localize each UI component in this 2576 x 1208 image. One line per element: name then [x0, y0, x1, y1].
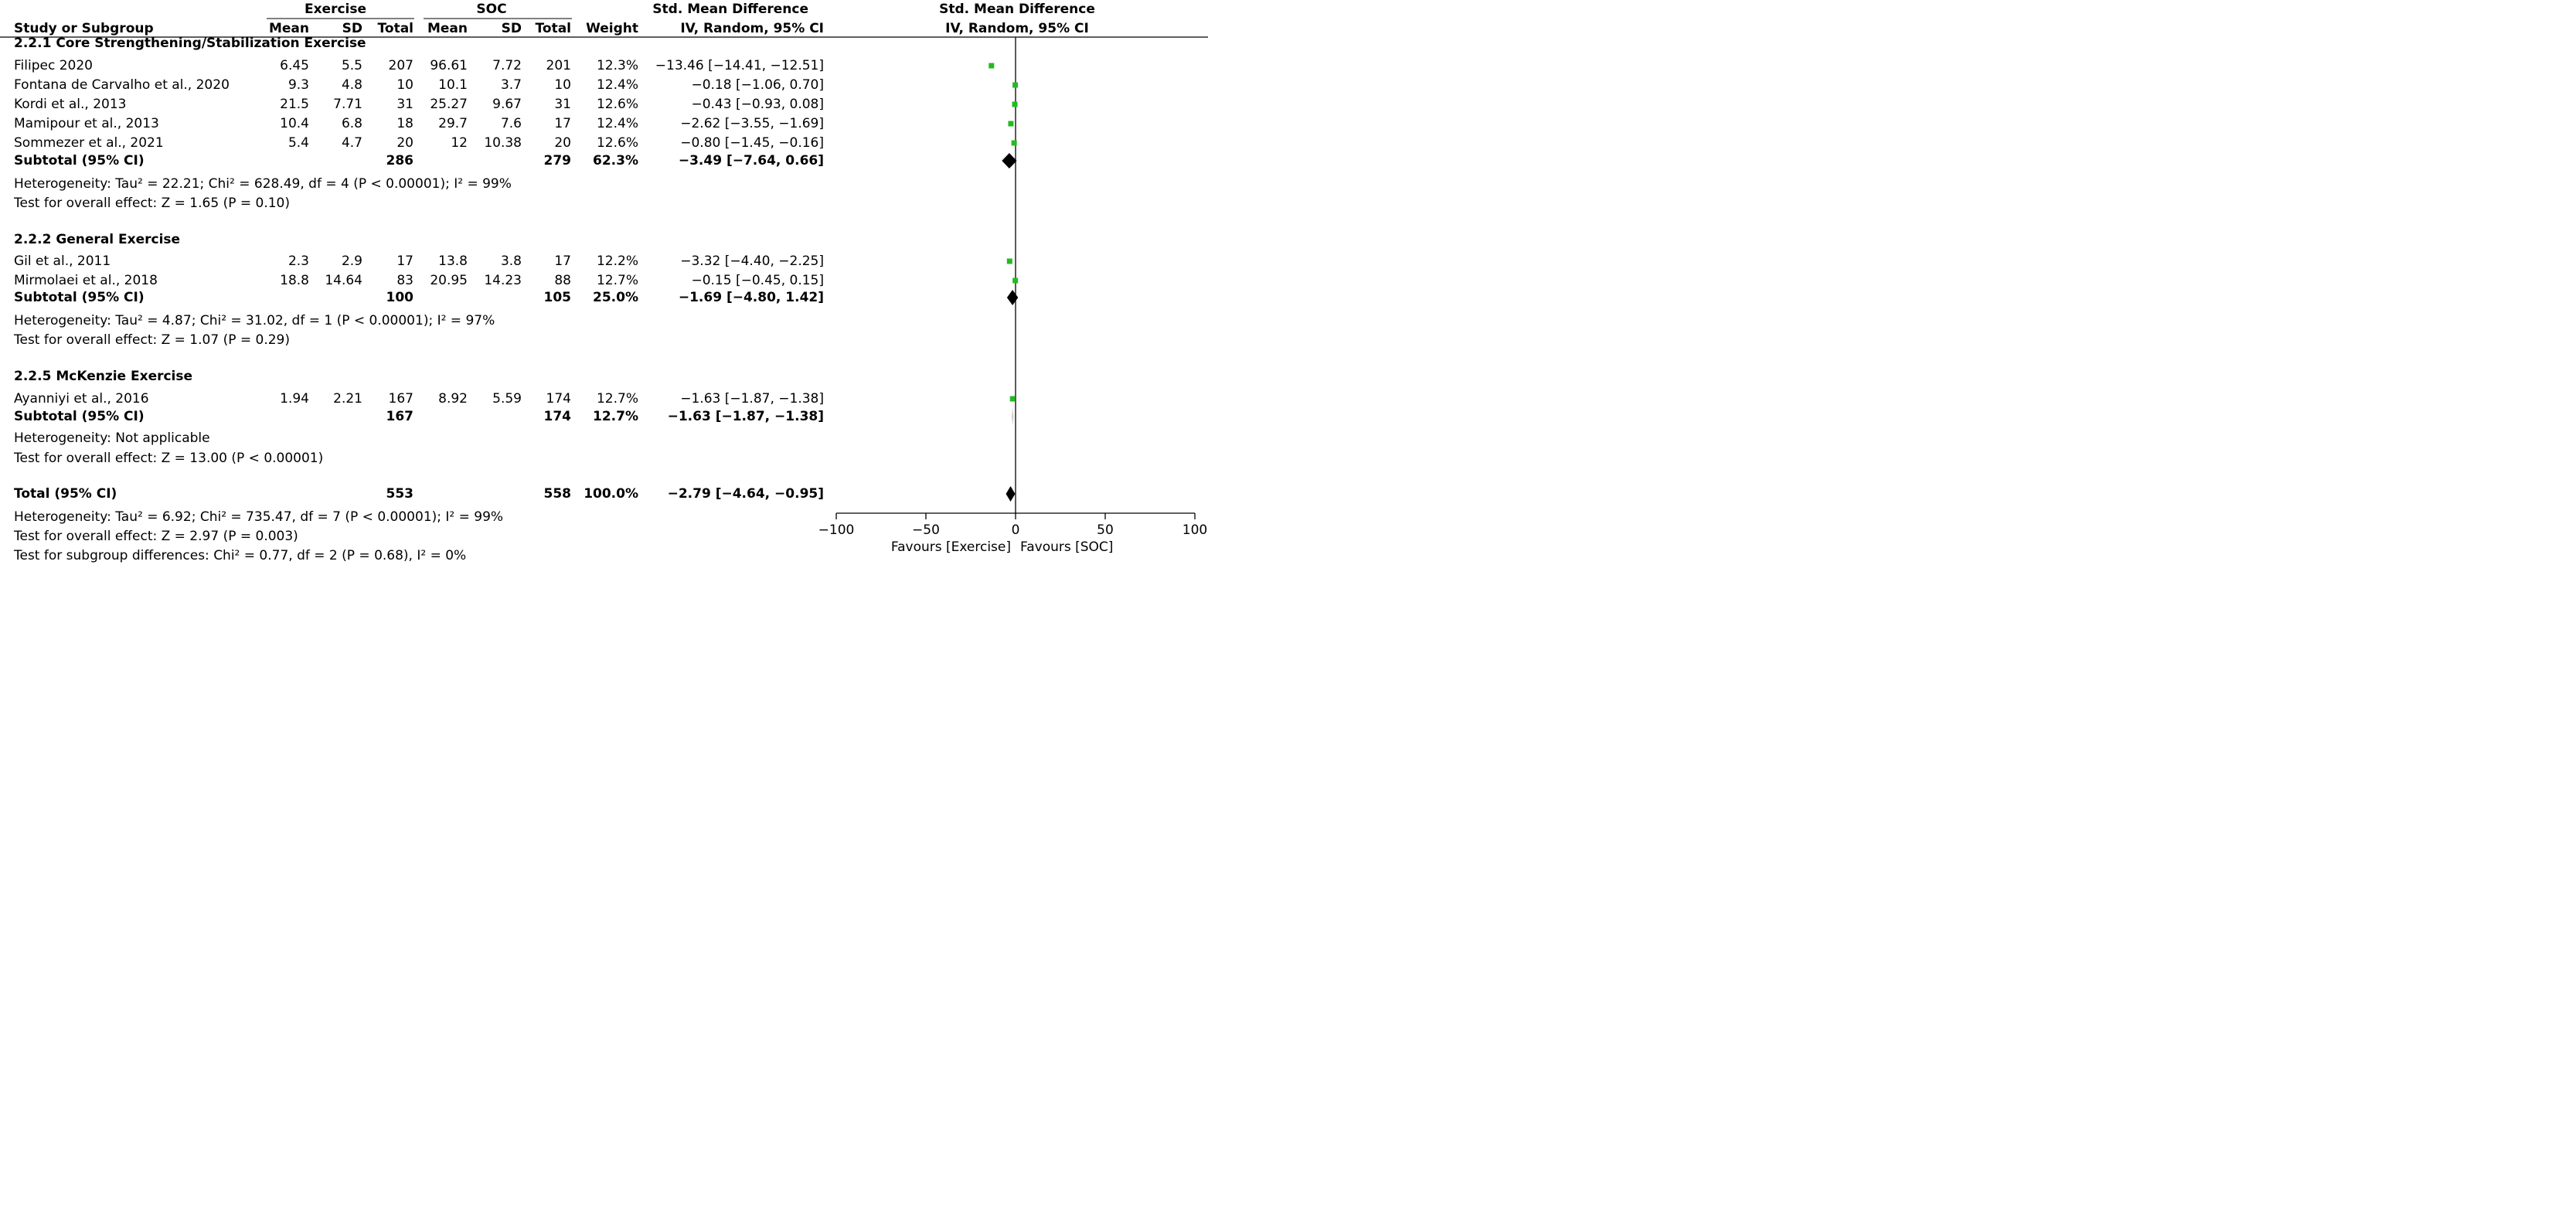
subgroup-heading: 2.2.5 McKenzie Exercise [14, 369, 193, 384]
statistics-note: Heterogeneity: Tau² = 6.92; Chi² = 735.47, df = 7 (P < 0.00001); I² = 99% [14, 509, 504, 525]
study-name: Mamipour et al., 2013 [14, 116, 159, 131]
cell-sd2: 10.38 [484, 135, 522, 151]
header-plot-title: Std. Mean Difference [939, 2, 1095, 17]
cell-sd2: 7.6 [500, 116, 522, 131]
cell-n2: 20 [554, 135, 571, 151]
header-group-exercise: Exercise [304, 2, 367, 17]
cell-n1: 10 [396, 77, 413, 93]
x-axis-tick-label: 50 [1097, 522, 1114, 538]
study-name: Kordi et al., 2013 [14, 97, 127, 112]
statistics-note: Heterogeneity: Tau² = 22.21; Chi² = 628.49, df = 4 (P < 0.00001); I² = 99% [14, 176, 512, 192]
cell-n2: 105 [543, 290, 571, 305]
cell-n2: 17 [554, 116, 571, 131]
pooled-effect-diamond [1002, 153, 1016, 168]
cell-n1: 20 [396, 135, 413, 151]
cell-n1: 17 [396, 254, 413, 269]
cell-m2: 20.95 [430, 273, 468, 288]
subtotal-label: Subtotal (95% CI) [14, 290, 145, 305]
cell-n2: 279 [543, 153, 571, 168]
cell-sd1: 4.8 [341, 77, 362, 93]
cell-m1: 9.3 [288, 77, 309, 93]
cell-n2: 174 [543, 409, 571, 424]
favours-exercise-label: Favours [Exercise] [890, 539, 1011, 555]
cell-m2: 10.1 [438, 77, 468, 93]
header-effect-subtitle: IV, Random, 95% CI [680, 21, 824, 36]
cell-ci: −3.49 [−7.64, 0.66] [678, 153, 824, 168]
pooled-effect-diamond [1007, 290, 1018, 305]
subtotal-label: Subtotal (95% CI) [14, 409, 145, 424]
header-plot-subtitle: IV, Random, 95% CI [945, 21, 1089, 36]
cell-w: 12.4% [596, 77, 638, 93]
favours-soc-label: Favours [SOC] [1020, 539, 1114, 555]
x-axis-tick-label: 100 [1182, 522, 1208, 538]
cell-w: 12.4% [596, 116, 638, 131]
cell-sd1: 14.64 [325, 273, 362, 288]
cell-sd2: 3.8 [500, 254, 522, 269]
study-effect-marker [1007, 259, 1012, 264]
cell-n2: 174 [546, 391, 571, 407]
cell-m1: 21.5 [280, 97, 309, 112]
cell-n1: 100 [386, 290, 413, 305]
statistics-note: Test for overall effect: Z = 2.97 (P = 0.003) [14, 529, 298, 544]
cell-ci: −13.46 [−14.41, −12.51] [655, 58, 824, 73]
cell-sd2: 5.59 [492, 391, 522, 407]
x-axis-tick-label: −50 [912, 522, 940, 538]
subgroup-heading: 2.2.2 General Exercise [14, 232, 181, 247]
statistics-note: Test for subgroup differences: Chi² = 0.77, df = 2 (P = 0.68), I² = 0% [14, 548, 467, 563]
cell-sd1: 5.5 [341, 58, 362, 73]
total-label: Total (95% CI) [14, 486, 117, 502]
cell-ci: −1.63 [−1.87, −1.38] [667, 409, 824, 424]
statistics-note: Heterogeneity: Tau² = 4.87; Chi² = 31.02, df = 1 (P < 0.00001); I² = 97% [14, 313, 495, 328]
cell-sd1: 6.8 [341, 116, 362, 131]
cell-n1: 286 [386, 153, 413, 168]
header-total-1: Total [377, 21, 413, 36]
cell-m1: 2.3 [288, 254, 309, 269]
statistics-note: Test for overall effect: Z = 1.07 (P = 0.29) [14, 332, 290, 348]
cell-ci: −1.69 [−4.80, 1.42] [678, 290, 824, 305]
header-total-2: Total [535, 21, 571, 36]
cell-w: 12.7% [596, 391, 638, 407]
cell-m2: 25.27 [430, 97, 468, 112]
study-effect-marker [1012, 102, 1018, 107]
cell-sd1: 7.71 [333, 97, 362, 112]
study-effect-marker [1012, 83, 1018, 88]
cell-w: 62.3% [593, 153, 638, 168]
cell-n1: 167 [386, 409, 413, 424]
subtotal-diamond-grey [1012, 407, 1013, 426]
cell-w: 12.2% [596, 254, 638, 269]
cell-w: 25.0% [593, 290, 638, 305]
header-mean-2: Mean [427, 21, 468, 36]
cell-m1: 5.4 [288, 135, 309, 151]
cell-ci: −0.80 [−1.45, −0.16] [680, 135, 824, 151]
study-name: Gil et al., 2011 [14, 254, 111, 269]
cell-n1: 553 [386, 486, 413, 502]
cell-n2: 31 [554, 97, 571, 112]
cell-n2: 10 [554, 77, 571, 93]
cell-sd1: 2.9 [341, 254, 362, 269]
header-study: Study or Subgroup [14, 21, 154, 36]
cell-w: 12.6% [596, 97, 638, 112]
cell-n1: 167 [388, 391, 413, 407]
cell-w: 12.3% [596, 58, 638, 73]
cell-m2: 96.61 [430, 58, 468, 73]
forest-plot-figure [0, 0, 1208, 567]
cell-n1: 31 [396, 97, 413, 112]
cell-n1: 207 [388, 58, 413, 73]
cell-ci: −1.63 [−1.87, −1.38] [680, 391, 824, 407]
study-name: Filipec 2020 [14, 58, 93, 73]
cell-n1: 83 [396, 273, 413, 288]
cell-w: 12.7% [593, 409, 638, 424]
cell-ci: −3.32 [−4.40, −2.25] [680, 254, 824, 269]
x-axis-tick-label: 0 [1011, 522, 1020, 538]
cell-m1: 10.4 [280, 116, 309, 131]
study-effect-marker [1012, 278, 1018, 284]
statistics-note: Test for overall effect: Z = 1.65 (P = 0.10) [14, 196, 290, 211]
cell-n2: 201 [546, 58, 571, 73]
header-effect-title: Std. Mean Difference [652, 2, 808, 17]
cell-sd2: 7.72 [492, 58, 522, 73]
cell-ci: −0.43 [−0.93, 0.08] [691, 97, 824, 112]
study-effect-marker [1010, 396, 1016, 402]
subgroup-heading: 2.2.1 Core Strengthening/Stabilization Exercise [14, 36, 366, 51]
cell-sd2: 3.7 [500, 77, 522, 93]
study-effect-marker [989, 63, 994, 69]
study-name: Ayanniyi et al., 2016 [14, 391, 149, 407]
x-axis-tick-label: −100 [818, 522, 855, 538]
header-weight: Weight [586, 21, 638, 36]
cell-ci: −0.15 [−0.45, 0.15] [691, 273, 824, 288]
cell-sd1: 2.21 [333, 391, 362, 407]
cell-sd2: 9.67 [492, 97, 522, 112]
subtotal-label: Subtotal (95% CI) [14, 153, 145, 168]
pooled-effect-diamond [1006, 486, 1016, 502]
header-sd-2: SD [501, 21, 522, 36]
cell-ci: −0.18 [−1.06, 0.70] [691, 77, 824, 93]
cell-w: 12.7% [596, 273, 638, 288]
cell-m1: 18.8 [280, 273, 309, 288]
plot-area [818, 37, 1208, 555]
cell-n2: 17 [554, 254, 571, 269]
cell-ci: −2.62 [−3.55, −1.69] [680, 116, 824, 131]
cell-m1: 1.94 [280, 391, 309, 407]
cell-sd2: 14.23 [484, 273, 522, 288]
cell-m2: 12 [451, 135, 468, 151]
statistics-note: Test for overall effect: Z = 13.00 (P < 0.00001) [14, 451, 324, 466]
study-effect-marker [1008, 121, 1013, 127]
cell-m1: 6.45 [280, 58, 309, 73]
study-name: Mirmolaei et al., 2018 [14, 273, 158, 288]
cell-m2: 29.7 [438, 116, 468, 131]
cell-m2: 13.8 [438, 254, 468, 269]
cell-m2: 8.92 [438, 391, 468, 407]
study-name: Sommezer et al., 2021 [14, 135, 164, 151]
cell-n2: 88 [554, 273, 571, 288]
cell-n2: 558 [543, 486, 571, 502]
header-sd-1: SD [342, 21, 362, 36]
cell-n1: 18 [396, 116, 413, 131]
header-group-soc: SOC [476, 2, 507, 17]
cell-w: 12.6% [596, 135, 638, 151]
cell-sd1: 4.7 [341, 135, 362, 151]
cell-w: 100.0% [584, 486, 638, 502]
study-name: Fontana de Carvalho et al., 2020 [14, 77, 230, 93]
study-effect-marker [1012, 141, 1017, 146]
cell-ci: −2.79 [−4.64, −0.95] [667, 486, 824, 502]
statistics-note: Heterogeneity: Not applicable [14, 430, 210, 446]
header-mean-1: Mean [268, 21, 309, 36]
table-rows [13, 36, 824, 563]
